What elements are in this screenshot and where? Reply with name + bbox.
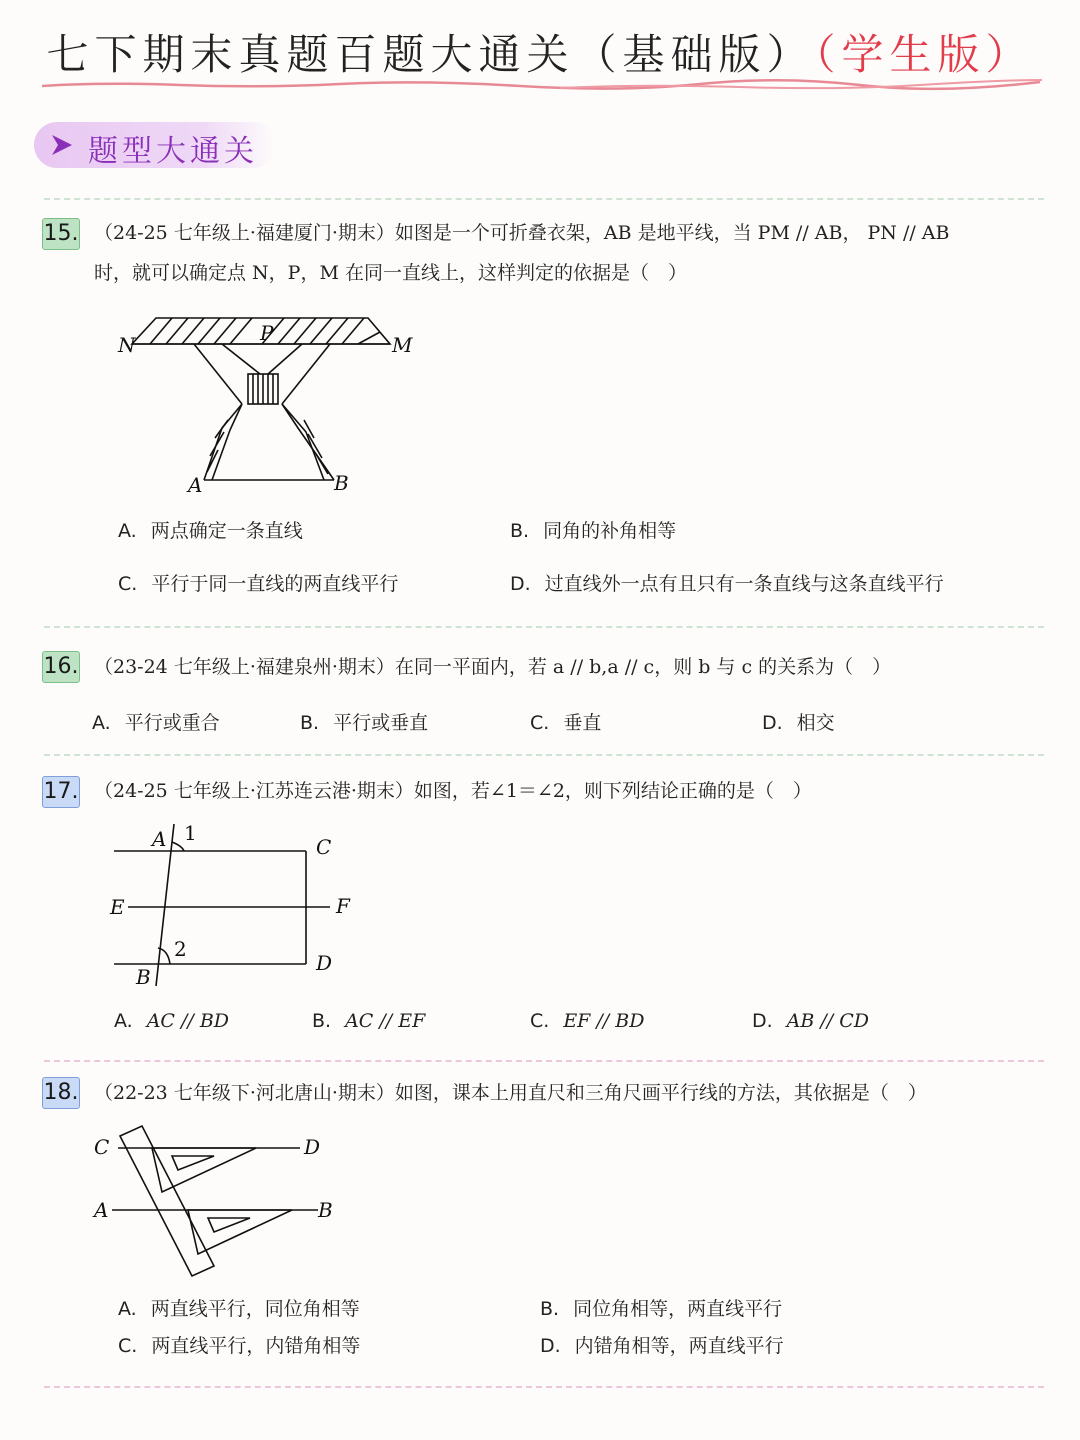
label-angle-1: 1 [184,821,197,845]
option-a[interactable]: A. 两直线平行，同位角相等 [118,1298,360,1320]
option-a[interactable]: A. 两点确定一条直线 [118,520,303,542]
parallel-lines-figure [100,818,370,994]
label-c: C [316,835,332,859]
divider [44,1060,1044,1062]
option-d[interactable]: D. 相交 [762,712,835,734]
question-number: 17. [42,776,80,808]
folding-rack-figure [110,308,420,498]
option-c[interactable]: C. 平行于同一直线的两直线平行 [118,573,399,595]
question-number: 16. [42,651,80,683]
option-b[interactable]: B. 同角的补角相等 [510,520,677,542]
option-c[interactable]: C. 两直线平行，内错角相等 [118,1335,361,1357]
question-text: 时，就可以确定点 N，P，M 在同一直线上，这样判定的依据是（ ） [94,262,687,284]
label-b: B [136,965,151,989]
label-a: A [188,473,203,497]
option-a[interactable]: A. AC // BD [114,1010,230,1032]
title-underline [40,72,1044,94]
label-p: P [260,321,274,345]
label-d: D [316,951,333,975]
divider [44,1386,1044,1388]
option-d[interactable]: D. AB // CD [752,1010,870,1032]
label-b: B [334,471,349,495]
label-angle-2: 2 [174,937,187,961]
option-c[interactable]: C. EF // BD [530,1010,645,1032]
label-d: D [304,1135,321,1159]
question-number: 15. [42,218,80,250]
arrow-right-icon [48,131,76,159]
label-a: A [152,827,167,851]
option-b[interactable]: B. 平行或垂直 [300,712,429,734]
question-text: （24-25 七年级上·福建厦门·期末）如图是一个可折叠衣架，AB 是地平线，当 PM // AB， PN // AB [94,222,950,244]
question-text: （24-25 七年级上·江苏连云港·期末）如图，若∠1＝∠2，则下列结论正确的是（ ） [94,780,812,802]
option-c[interactable]: C. 垂直 [530,712,602,734]
question-text: （23-24 七年级上·福建泉州·期末）在同一平面内，若 a // b,a // c，则 b 与 c 的关系为（ ） [94,656,892,678]
title-accent: （学生版） [814,30,1034,79]
label-f: F [336,894,350,918]
question-text: （22-23 七年级下·河北唐山·期末）如图，课本上用直尺和三角尺画平行线的方法，其依据是（ ） [94,1082,927,1104]
title-main: 七下期末真题百题大通关（基础版） [46,30,815,79]
divider [44,754,1044,756]
label-c: C [94,1135,110,1159]
label-b: B [318,1198,333,1222]
section-label: 题型大通关 [88,134,258,169]
label-n: N [118,333,136,357]
question-number: 18. [42,1077,80,1109]
divider [44,198,1044,200]
option-a[interactable]: A. 平行或重合 [92,712,220,734]
option-b[interactable]: B. AC // EF [312,1010,426,1032]
option-d[interactable]: D. 过直线外一点有且只有一条直线与这条直线平行 [510,573,944,595]
divider [44,626,1044,628]
ruler-triangle-figure [90,1122,350,1282]
label-a: A [94,1198,109,1222]
option-b[interactable]: B. 同位角相等，两直线平行 [540,1298,783,1320]
option-d[interactable]: D. 内错角相等，两直线平行 [540,1335,784,1357]
section-header [34,122,276,168]
label-m: M [392,333,413,357]
label-e: E [110,895,125,919]
